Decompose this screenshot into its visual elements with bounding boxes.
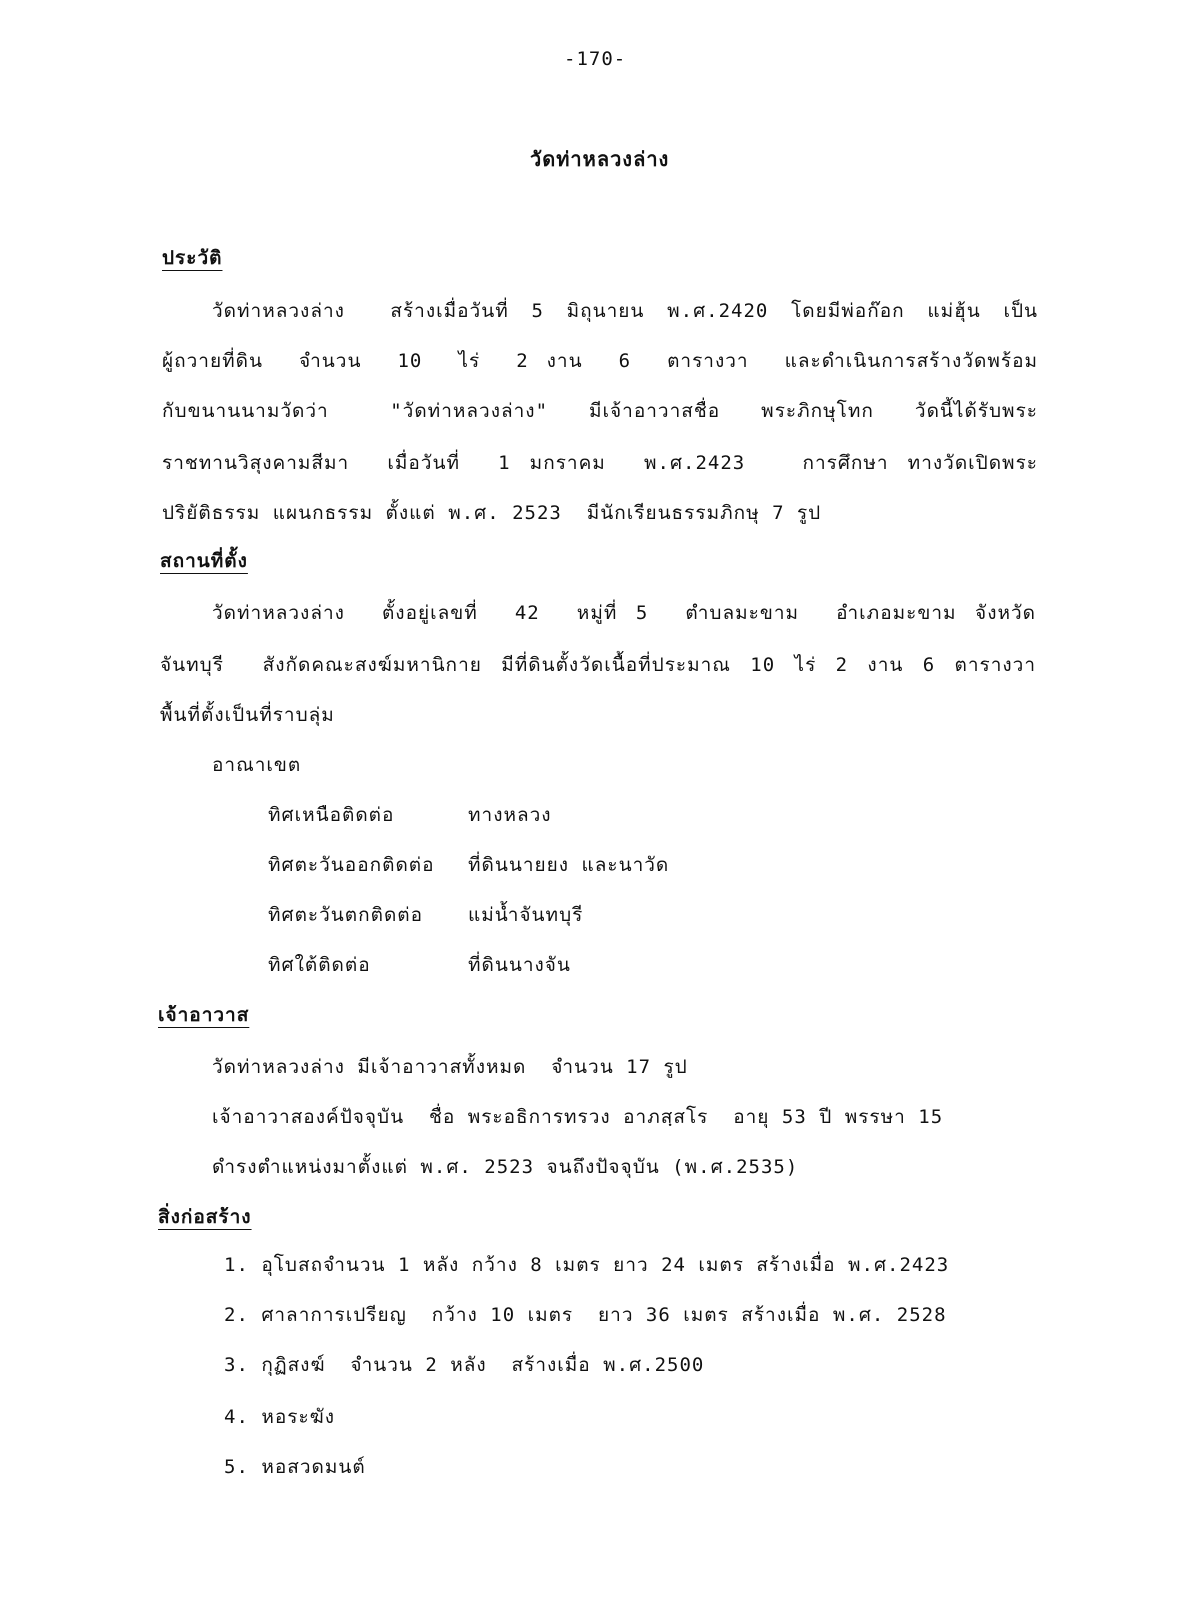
buildings-heading: สิ่งก่อสร้าง (158, 1206, 252, 1228)
history-line: วัดท่าหลวงล่าง สร้างเมื่อวันที่ 5 มิถุนายน พ.ศ.2420 โดยมีพ่อก๊อก แม่ฮุ้น เป็น (212, 300, 1038, 322)
history-line: ปริยัติธรรม แผนกธรรม ตั้งแต่ พ.ศ. 2523 มีนักเรียนธรรมภิกษุ 7 รูป (162, 502, 822, 524)
location-line: วัดท่าหลวงล่าง ตั้งอยู่เลขที่ 42 หมู่ที่ 5 ตำบลมะขาม อำเภอมะขาม จังหวัด (212, 602, 1036, 624)
page-number: -170- (564, 48, 627, 70)
building-item: 2. ศาลาการเปรียญ กว้าง 10 เมตร ยาว 36 เมตร สร้างเมื่อ พ.ศ. 2528 (224, 1304, 947, 1326)
location-line: พื้นที่ตั้งเป็นที่ราบลุ่ม (160, 704, 335, 726)
history-line: กับขนานนามวัดว่า "วัดท่าหลวงล่าง" มีเจ้าอาวาสชื่อ พระภิกษุโทก วัดนี้ได้รับพระ (162, 400, 1038, 422)
boundary-value: ทางหลวง (468, 804, 552, 826)
building-item: 5. หอสวดมนต์ (224, 1456, 366, 1478)
boundary-direction: ทิศตะวันตกติดต่อ (268, 904, 424, 926)
history-line: ผู้ถวายที่ดิน จำนวน 10 ไร่ 2 งาน 6 ตารางวา และดำเนินการสร้างวัดพร้อม (162, 350, 1038, 372)
boundary-label: อาณาเขต (212, 754, 302, 776)
history-heading: ประวัติ (162, 247, 223, 269)
boundary-value: แม่น้ำจันทบุรี (468, 904, 584, 926)
location-line: จันทบุรี สังกัดคณะสงฆ์มหานิกาย มีที่ดินตั้งวัดเนื้อที่ประมาณ 10 ไร่ 2 งาน 6 ตารางวา (160, 654, 1036, 676)
boundary-direction: ทิศตะวันออกติดต่อ (268, 854, 435, 876)
abbots-line: เจ้าอาวาสองค์ปัจจุบัน ชื่อ พระอธิการทรวง อาภสฺสโร อายุ 53 ปี พรรษา 15 (212, 1106, 944, 1128)
location-heading: สถานที่ตั้ง (160, 550, 248, 572)
boundary-direction: ทิศเหนือติดต่อ (268, 804, 395, 826)
abbots-line: ดำรงตำแหน่งมาตั้งแต่ พ.ศ. 2523 จนถึงปัจจุบัน (พ.ศ.2535) (212, 1156, 799, 1178)
boundary-value: ที่ดินนางจัน (468, 954, 571, 976)
boundary-value: ที่ดินนายยง และนาวัด (468, 854, 670, 876)
abbots-line: วัดท่าหลวงล่าง มีเจ้าอาวาสทั้งหมด จำนวน 17 รูป (212, 1056, 688, 1078)
building-item: 3. กุฏิสงฆ์ จำนวน 2 หลัง สร้างเมื่อ พ.ศ.2500 (224, 1354, 705, 1376)
boundary-direction: ทิศใต้ติดต่อ (268, 954, 371, 976)
building-item: 4. หอระฆัง (224, 1406, 336, 1428)
history-line: ราชทานวิสุงคามสีมา เมื่อวันที่ 1 มกราคม พ.ศ.2423 การศึกษา ทางวัดเปิดพระ (162, 452, 1038, 474)
building-item: 1. อุโบสถจำนวน 1 หลัง กว้าง 8 เมตร ยาว 24 เมตร สร้างเมื่อ พ.ศ.2423 (224, 1254, 950, 1276)
document-title: วัดท่าหลวงล่าง (530, 147, 670, 171)
abbots-heading: เจ้าอาวาส (158, 1004, 250, 1026)
